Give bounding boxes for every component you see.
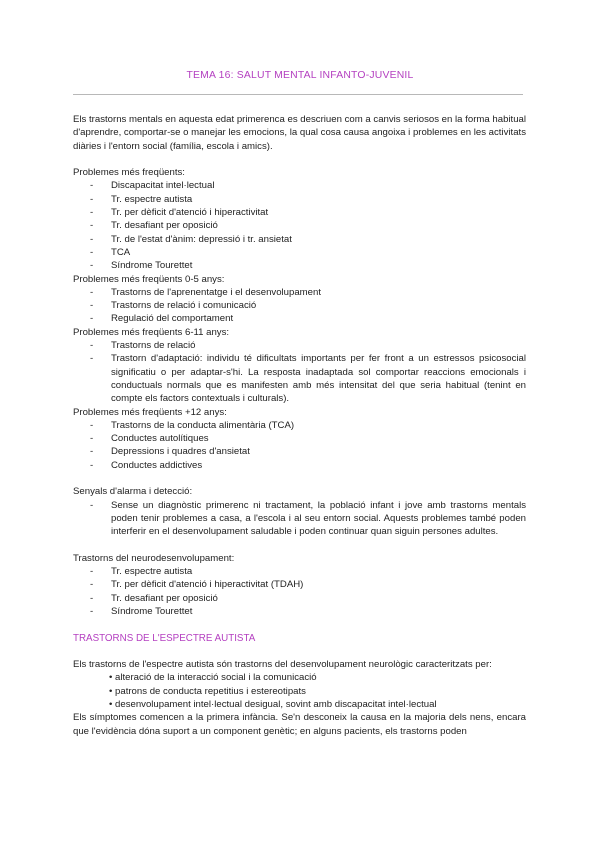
list-item: - Tr. per dèficit d'atenció i hiperactivitat [90, 207, 269, 219]
list-item: - Trastorn d'adaptació: individu té dificultats importants per fer front a un estressos psicosocial significatiu o per adaptar-s'hi. La resposta inadaptada sol comportar reaccions emocionals i conductuals normals que es manifesten amb més intensitat del que seria habitual (tenint en compte els factors contextuals i culturals). [90, 353, 526, 405]
list-item: - Conductes autolítiques [90, 433, 209, 445]
list-item: - TCA [90, 246, 131, 258]
section-lead: Els trastorns de l'espectre autista són trastorns del desenvolupament neurològic caracteritzats per: [73, 659, 492, 671]
spacer [73, 618, 526, 631]
list-item: - Trastorns de relació i comunicació [90, 300, 257, 312]
list-item: - Tr. desafiant per oposició [90, 220, 218, 232]
spacer [73, 645, 526, 658]
list-item: • patrons de conducta repetitius i estereotipats [109, 685, 306, 697]
alarm-heading: Senyals d'alarma i detecció: [73, 486, 193, 498]
spacer [73, 539, 526, 552]
frequent-problems-list [73, 179, 526, 272]
list-item: - Tr. espectre autista [90, 193, 193, 205]
list-item: - Sense un diagnòstic primerenc ni tractament, la població infant i jove amb trastorns mentals poden tenir problemes a casa, a l'escola i al seu entorn social. Aquests problemes també poden interferir en el desenvolupament saludable i poden continuar quan siguin persones adultes. [90, 499, 526, 538]
spacer [73, 153, 526, 166]
list-item: - Depressions i quadres d'ansietat [90, 446, 250, 458]
list-item: • desenvolupament intel·lectual desigual, sovint amb discapacitat intel·lectual [109, 699, 437, 711]
closing-paragraph: Els símptomes comencen a la primera infància. Se'n desconeix la causa en la majoria dels nens, encara que l'evidència dóna suport a un component genètic; en alguns pacients, els trastorns poden [73, 712, 526, 737]
list-item: - Síndrome Tourettet [90, 605, 193, 617]
problems-12-plus-list [73, 419, 526, 472]
list-item: - Tr. desafiant per oposició [90, 592, 218, 604]
neuro-heading: Trastorns del neurodesenvolupament: [73, 552, 235, 564]
group-heading: Problemes més freqüents 0-5 anys: [73, 273, 225, 285]
page-title: TEMA 16: SALUT MENTAL INFANTO-JUVENIL [186, 70, 414, 81]
list-item: - Síndrome Tourettet [90, 260, 193, 272]
alarm-list [73, 499, 526, 539]
list-item: - Trastorns de l'aprenentatge i el desenvolupament [90, 286, 322, 298]
neuro-list [73, 565, 526, 618]
document-body [73, 113, 526, 738]
list-item: - Tr. per dèficit d'atenció i hiperactivitat (TDAH) [90, 579, 304, 591]
list-item: - Regulació del comportament [90, 313, 234, 325]
problems-6-11-list [73, 339, 526, 405]
problems-0-5-list [73, 286, 526, 326]
list-item: • alteració de la interacció social i la comunicació [109, 672, 317, 684]
section-title: TRASTORNS DE L'ESPECTRE AUTISTA [73, 632, 256, 644]
list-item: - Tr. de l'estat d'ànim: depressió i tr. ansietat [90, 233, 292, 245]
list-item: - Conductes addictives [90, 459, 203, 471]
list-item: - Discapacitat intel·lectual [90, 180, 215, 192]
spacer [73, 472, 526, 485]
autism-features-list [73, 671, 526, 711]
list-item: - Trastorns de relació [90, 340, 196, 352]
list-item: - Trastorns de la conducta alimentària (TCA) [90, 419, 295, 431]
intro-paragraph: Els trastorns mentals en aquesta edat primerenca es descriuen com a canvis seriosos en la forma habitual d'aprendre, comportar-se o manejar les emocions, la qual cosa causa angoixa i problemes en les activitats diàries i l'entorn social (família, escola i amics). [73, 114, 526, 152]
group-heading: Problemes més freqüents 6-11 anys: [73, 326, 230, 338]
title-divider [73, 94, 523, 95]
group-heading: Problemes més freqüents: [73, 167, 185, 179]
list-item: - Tr. espectre autista [90, 566, 193, 578]
group-heading: Problemes més freqüents +12 anys: [73, 406, 227, 418]
